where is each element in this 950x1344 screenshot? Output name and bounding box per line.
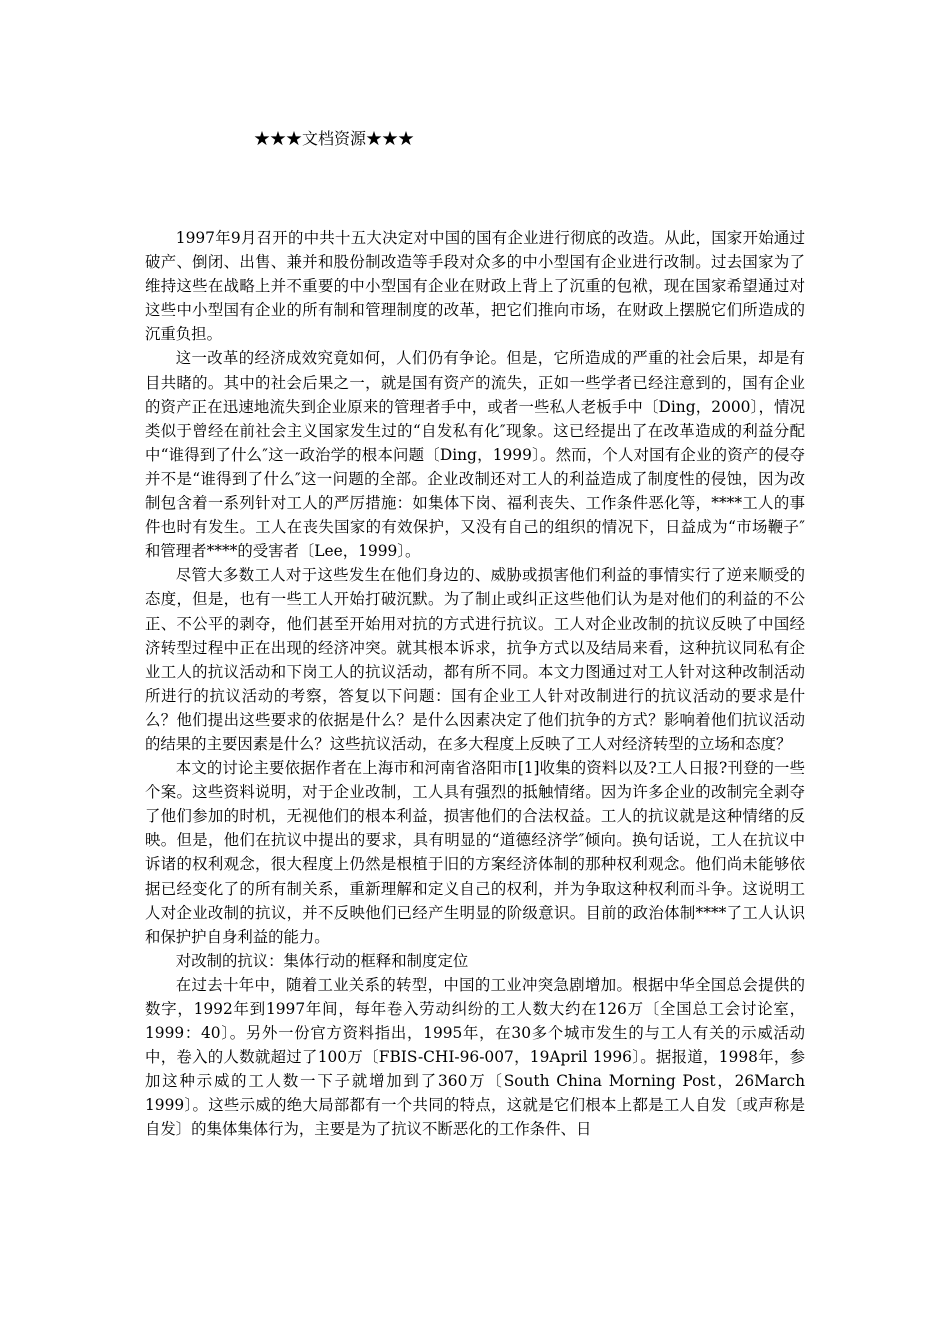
document-body	[145, 226, 805, 1142]
section-heading: 对改制的抗议：集体行动的框释和制度定位	[175, 951, 469, 970]
paragraph: 在过去十年中，随着工业关系的转型，中国的工业冲突急剧增加。根据中华全国总会提供的数字，1992年到1997年间，每年卷入劳动纠纷的工人数大约在126万〔全国总工会讨论室，1999：40〕。另外一份官方资料指出，1995年，在30多个城市发生的与工人有关的示威活动中，卷入的人数就超过了100万〔FBIS-CHI-96-007，19April 1996〕。据报道，1998年，参加这种示威的工人数一下子就增加到了360万〔South China Morning Post，26March 1999〕。这些示威的绝大局部都有一个共同的特点，这就是它们根本上都是工人自发〔或声称是自发〕的集体集体行为，主要是为了抗议不断恶化的工作条件、日	[145, 975, 805, 1139]
document-header: ★★★文档资源★★★	[254, 129, 415, 148]
paragraph: 1997年9月召开的中共十五大决定对中国的国有企业进行彻底的改造。从此，国家开始通过破产、倒闭、出售、兼并和股份制改造等手段对众多的中小型国有企业进行改制。过去国家为了维持这些在战略上并不重要的中小型国有企业在财政上背上了沉重的包袱，现在国家希望通过对这些中小型国有企业的所有制和管理制度的改革，把它们推向市场，在财政上摆脱它们所造成的沉重负担。	[145, 229, 805, 344]
paragraph: 本文的讨论主要依据作者在上海市和河南省洛阳市[1]收集的资料以及?工人日报?刊登的一些个案。这些资料说明，对于企业改制，工人具有强烈的抵触情绪。因为许多企业的改制完全剥夺了他们参加的时机，无视他们的根本利益，损害他们的合法权益。工人的抗议就是这种情绪的反映。但是，他们在抗议中提出的要求，具有明显的“道德经济学″倾向。换句话说，工人在抗议中诉诸的权利观念，很大程度上仍然是根植于旧的方案经济体制的那种权利观念。他们尚未能够依据已经变化了的所有制关系，重新理解和定义自己的权利，并为争取这种权利而斗争。这说明工人对企业改制的抗议，并不反映他们已经产生明显的阶级意识。目前的政治体制****了工人认识和保护护自身利益的能力。	[145, 759, 805, 946]
paragraph: 尽管大多数工人对于这些发生在他们身边的、威胁或损害他们利益的事情实行了逆来顺受的态度，但是，也有一些工人开始打破沉默。为了制止或纠正这些他们认为是对他们的利益的不公正、不公平的剥夺，他们甚至开始用对抗的方式进行抗议。工人对企业改制的抗议反映了中国经济转型过程中正在出现的经济冲突。就其根本诉求，抗争方式以及结局来看，这种抗议同私有企业工人的抗议活动和下岗工人的抗议活动，都有所不同。本文力图通过对工人针对这种改制活动所进行的抗议活动的考察，答复以下问题：国有企业工人针对改制进行的抗议活动的要求是什么？他们提出这些要求的依据是什么？是什么因素决定了他们抗争的方式？影响着他们抗议活动的结果的主要因素是什么？这些抗议活动，在多大程度上反映了工人对经济转型的立场和态度？	[145, 566, 805, 753]
paragraph: 这一改革的经济成效究竟如何，人们仍有争论。但是，它所造成的严重的社会后果，却是有目共睹的。其中的社会后果之一，就是国有资产的流失，正如一些学者已经注意到的，国有企业的资产正在迅速地流失到企业原来的管理者手中，或者一些私人老板手中〔Ding，2000〕，情况类似于曾经在前社会主义国家发生过的“自发私有化″现象。这已经提出了在改革造成的利益分配中“谁得到了什么″这一政治学的根本问题〔Ding，1999〕。然而，个人对国有企业的资产的侵夺并不是“谁得到了什么″这一问题的全部。企业改制还对工人的利益造成了制度性的侵蚀，因为改制包含着一系列针对工人的严厉措施：如集体下岗、福利丧失、工作条件恶化等，****工人的事件也时有发生。工人在丧失国家的有效保护，又没有自己的组织的情况下，日益成为“市场鞭子″和管理者****的受害者〔Lee，1999〕。	[145, 349, 805, 561]
